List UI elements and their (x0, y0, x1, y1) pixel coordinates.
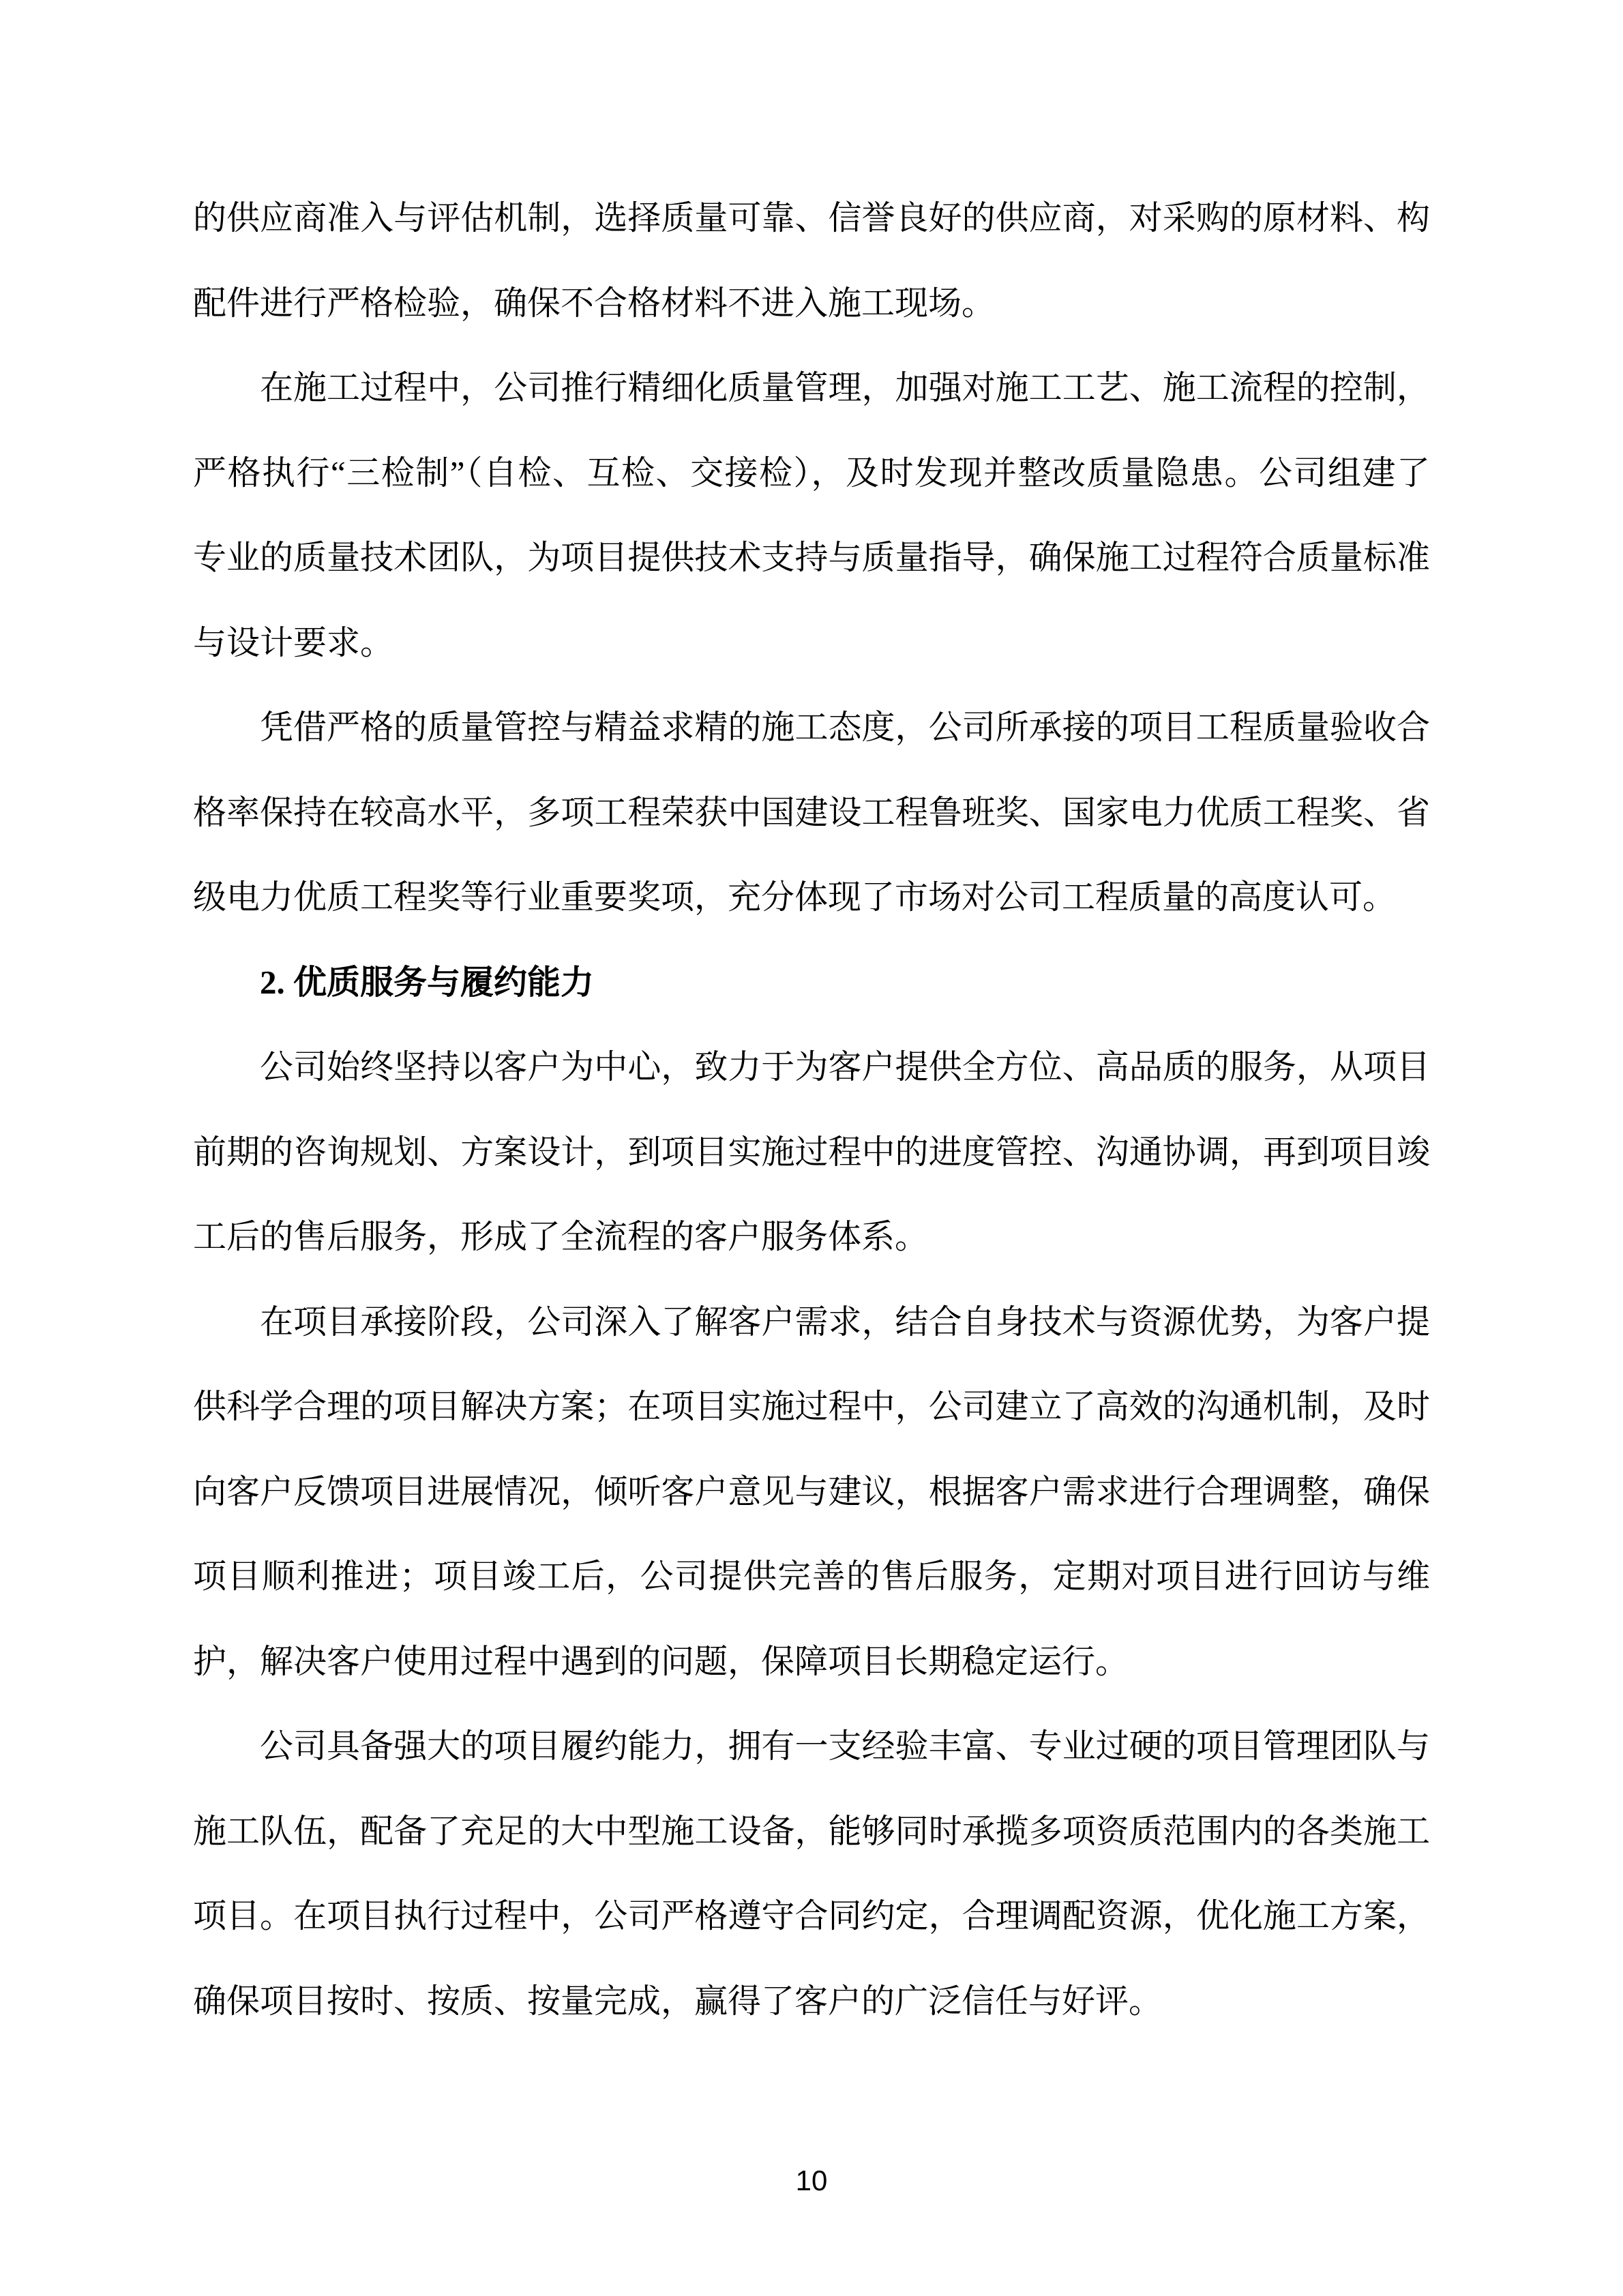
text-line: 严格执行“三检制”（自检、互检、交接检），及时发现并整改质量隐患。公司组建了 (193, 453, 1430, 492)
text-line: 凭借严格的质量管控与精益求精的施工态度，公司所承接的项目工程质量验收合 (260, 709, 1430, 746)
text-line: 施工队伍，配备了充足的大中型施工设备，能够同时承揽多项资质范围内的各类施工 (193, 1812, 1430, 1850)
text-line: 工后的售后服务，形成了全流程的客户服务体系。 (193, 1218, 929, 1255)
text-line: 在项目承接阶段，公司深入了解客户需求，结合自身技术与资源优势，为客户提 (260, 1302, 1430, 1341)
section-heading: 2. 优质服务与履约能力 (260, 963, 595, 1001)
text-line: 的供应商准入与评估机制，选择质量可靠、信誉良好的供应商，对采购的原材料、构 (193, 199, 1430, 237)
text-line: 公司始终坚持以客户为中心，致力于为客户提供全方位、高品质的服务，从项目 (260, 1048, 1430, 1086)
text-line: 项目顺利推进；项目竣工后，公司提供完善的售后服务，定期对项目进行回访与维 (193, 1557, 1430, 1595)
page-footer (0, 2160, 1623, 2201)
text-line: 供科学合理的项目解决方案；在项目实施过程中，公司建立了高效的沟通机制，及时 (193, 1388, 1430, 1425)
text-line: 确保项目按时、按质、按量完成，赢得了客户的广泛信任与好评。 (193, 1982, 1163, 2020)
text-line: 专业的质量技术团队，为项目提供技术支持与质量指导，确保施工过程符合质量标准 (193, 539, 1430, 576)
text-line: 在施工过程中，公司推行精细化质量管理，加强对施工工艺、施工流程的控制， (260, 369, 1430, 406)
text-line: 格率保持在较高水平，多项工程荣获中国建设工程鲁班奖、国家电力优质工程奖、省 (193, 793, 1430, 831)
text-line: 向客户反馈项目进展情况，倾听客户意见与建议，根据客户需求进行合理调整，确保 (193, 1472, 1430, 1510)
text-line: 前期的咨询规划、方案设计，到项目实施过程中的进度管控、沟通协调，再到项目竣 (193, 1133, 1430, 1171)
text-line: 项目。在项目执行过程中，公司严格遵守合同约定，合理调配资源，优化施工方案， (193, 1897, 1430, 1935)
text-line: 公司具备强大的项目履约能力，拥有一支经验丰富、专业过硬的项目管理团队与 (260, 1727, 1430, 1765)
document-body (193, 176, 1430, 2044)
text-line: 护，解决客户使用过程中遇到的问题，保障项目长期稳定运行。 (193, 1642, 1129, 1680)
text-line: 与设计要求。 (193, 623, 394, 661)
text-line: 配件进行严格检验，确保不合格材料不进入施工现场。 (193, 284, 996, 322)
text-line: 级电力优质工程奖等行业重要奖项，充分体现了市场对公司工程质量的高度认可。 (193, 878, 1397, 916)
page-number: 10 (795, 2164, 828, 2196)
